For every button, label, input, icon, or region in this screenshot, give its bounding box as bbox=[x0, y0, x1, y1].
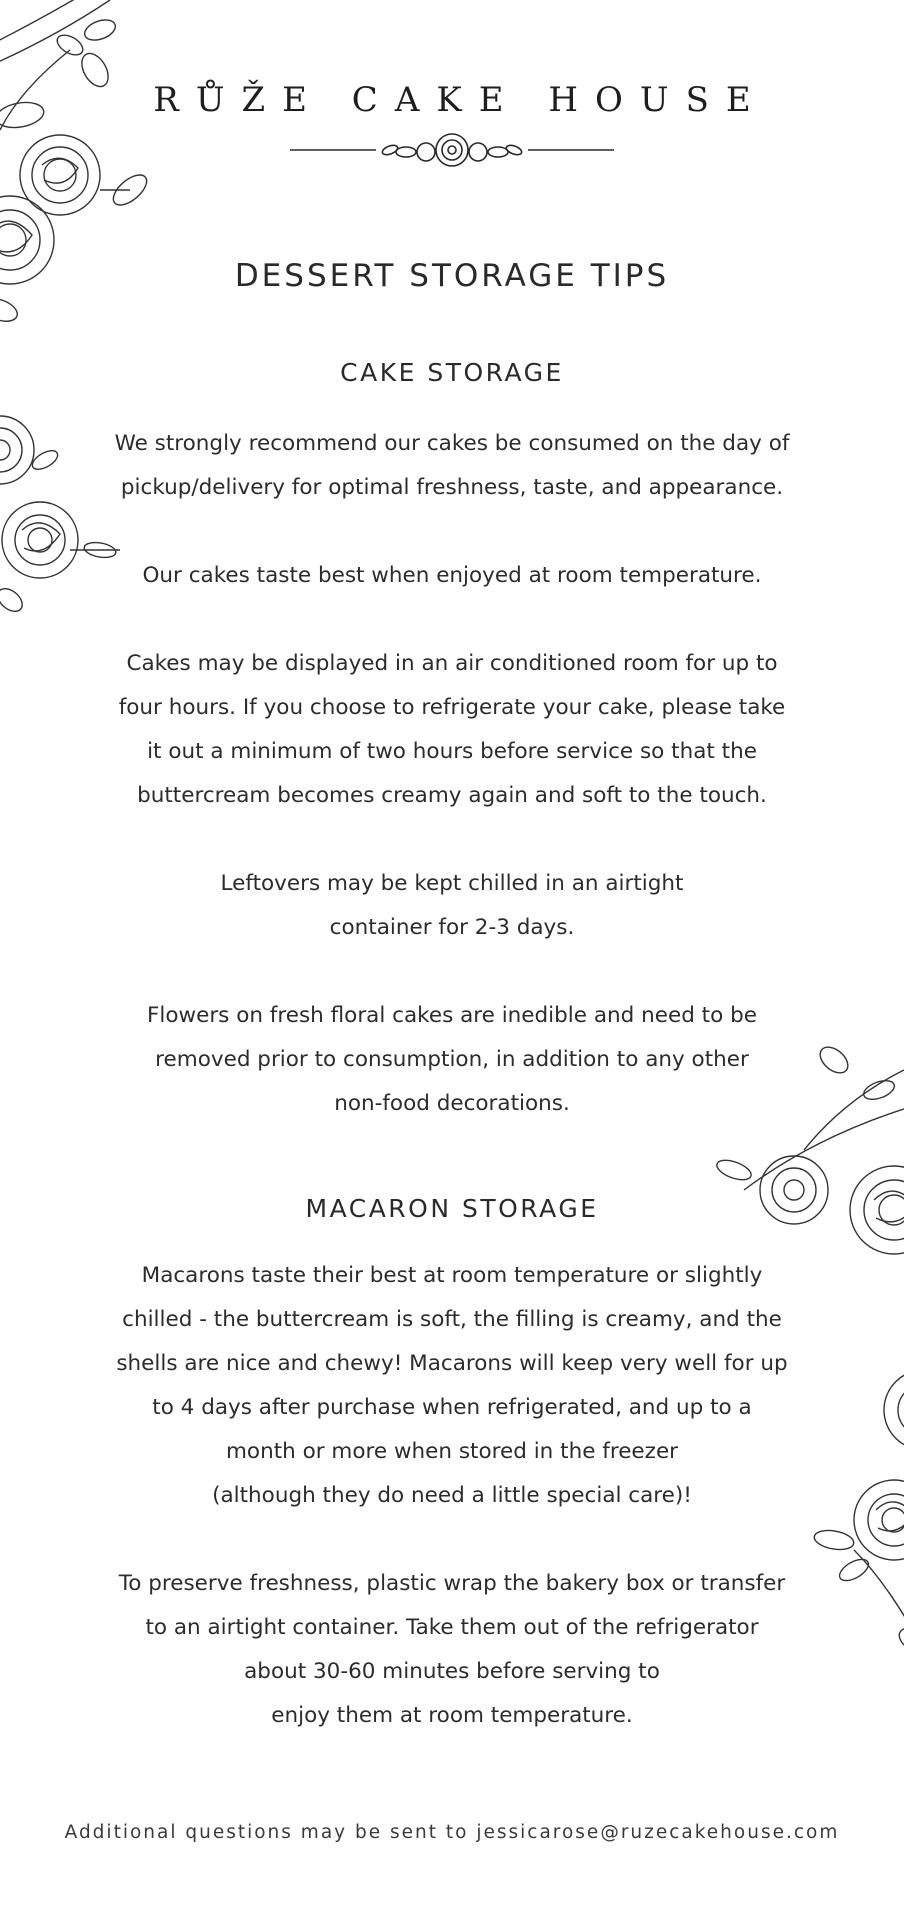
paragraph-line: removed prior to consumption, in addition to any other bbox=[155, 1047, 749, 1072]
paragraph-line: We strongly recommend our cakes be consumed on the day of bbox=[114, 431, 790, 456]
cake-paragraph-2 bbox=[80, 554, 824, 598]
paragraph-line: to an airtight container. Take them out of the refrigerator bbox=[145, 1615, 759, 1640]
rose-ornament-divider-icon bbox=[290, 128, 614, 174]
paragraph-line: to 4 days after purchase when refrigerated, and up to a bbox=[152, 1395, 752, 1420]
paragraph-line: container for 2-3 days. bbox=[329, 915, 575, 940]
cake-paragraph-1 bbox=[80, 422, 824, 510]
paragraph-line: Macarons taste their best at room temperature or slightly bbox=[141, 1263, 763, 1288]
paragraph-line: it out a minimum of two hours before service so that the bbox=[147, 739, 757, 764]
macaron-paragraph-2 bbox=[80, 1562, 824, 1738]
paragraph-line: buttercream becomes creamy again and soft to the touch. bbox=[137, 783, 767, 808]
footer-contact-text: Additional questions may be sent to jessicarose@ruzecakehouse.com bbox=[64, 1822, 840, 1843]
paragraph-line: four hours. If you choose to refrigerate your cake, please take bbox=[118, 695, 786, 720]
macaron-paragraph-1 bbox=[80, 1254, 824, 1518]
paragraph-line: about 30-60 minutes before serving to bbox=[244, 1659, 660, 1684]
paragraph-line: Cakes may be displayed in an air conditioned room for up to bbox=[126, 651, 778, 676]
paragraph-line: (although they do need a little special care)! bbox=[212, 1483, 692, 1508]
paragraph-line: shells are nice and chewy! Macarons will keep very well for up bbox=[116, 1351, 788, 1376]
paragraph-line: pickup/delivery for optimal freshness, taste, and appearance. bbox=[120, 475, 784, 500]
paragraph-line: month or more when stored in the freezer bbox=[225, 1439, 679, 1464]
cake-paragraph-3 bbox=[80, 642, 824, 818]
page-title: DESSERT STORAGE TIPS bbox=[234, 258, 670, 294]
brand-name: RŮŽE CAKE HOUSE bbox=[153, 80, 768, 120]
cake-paragraph-4 bbox=[80, 862, 824, 950]
paragraph-line: non-food decorations. bbox=[334, 1091, 570, 1116]
paragraph-line: enjoy them at room temperature. bbox=[271, 1703, 633, 1728]
macaron-storage-heading: MACARON STORAGE bbox=[305, 1194, 599, 1223]
cake-paragraph-5 bbox=[80, 994, 824, 1126]
paragraph-line: Flowers on fresh floral cakes are inedible and need to be bbox=[147, 1003, 757, 1028]
cake-storage-heading: CAKE STORAGE bbox=[340, 358, 564, 387]
paragraph-line: Our cakes taste best when enjoyed at room temperature. bbox=[142, 563, 762, 588]
paragraph-line: Leftovers may be kept chilled in an airtight bbox=[220, 871, 684, 896]
paragraph-line: chilled - the buttercream is soft, the filling is creamy, and the bbox=[122, 1307, 782, 1332]
paragraph-line: To preserve freshness, plastic wrap the bakery box or transfer bbox=[118, 1571, 786, 1596]
